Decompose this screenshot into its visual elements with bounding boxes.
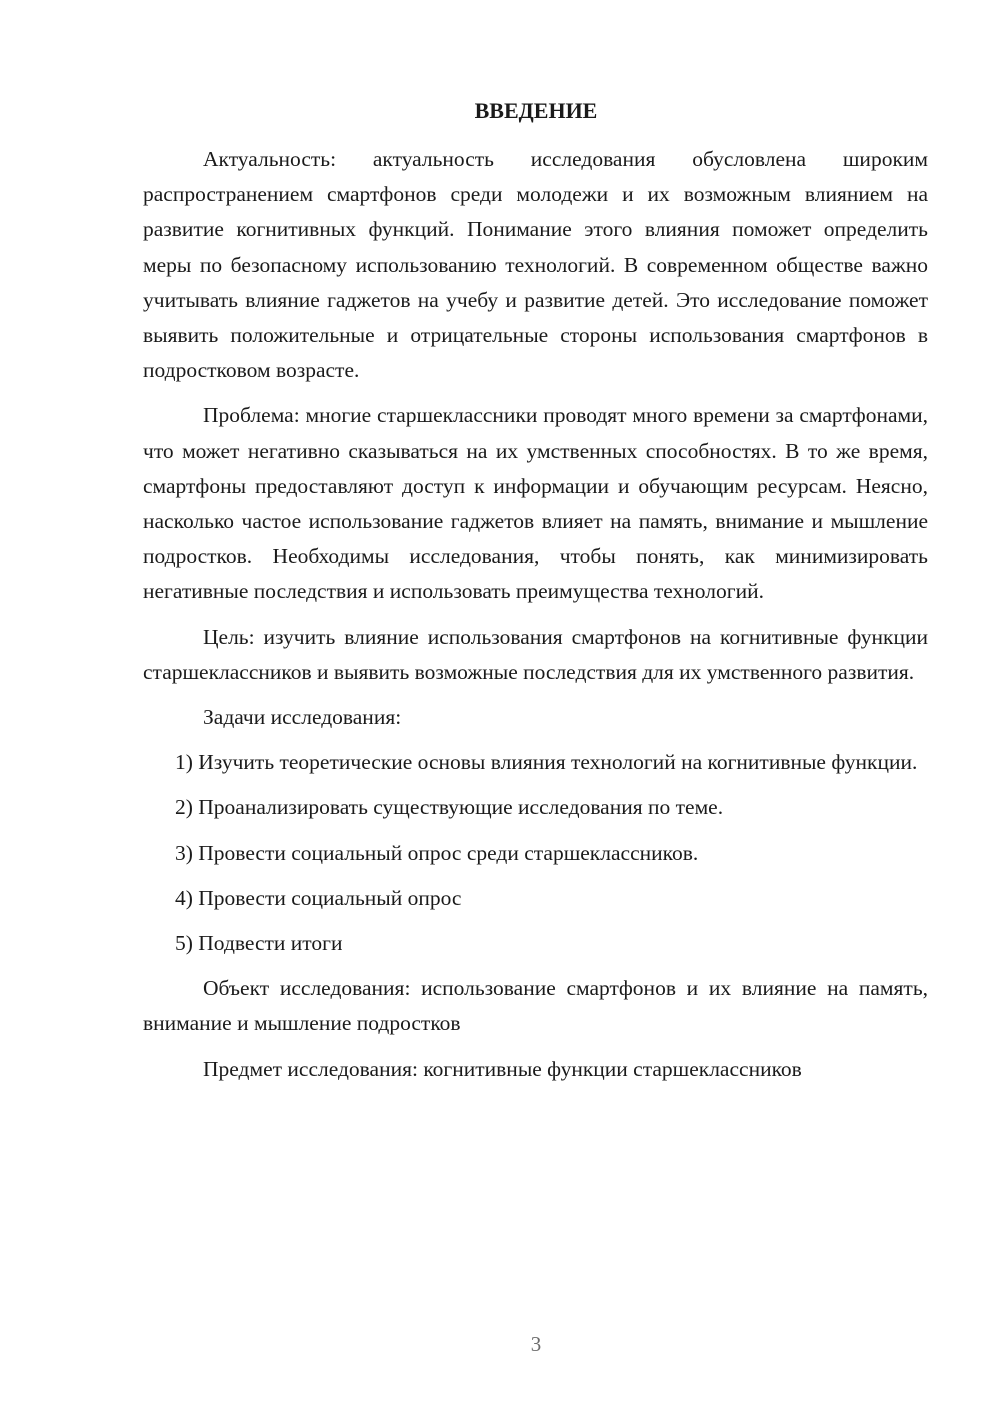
task-item-5: 5) Подвести итоги bbox=[175, 931, 343, 956]
task-item-4: 4) Провести социальный опрос bbox=[175, 885, 462, 910]
task-item-3: 3) Провести социальный опрос среди старшеклассников. bbox=[175, 840, 699, 865]
paragraph-problem: Проблема: многие старшеклассники проводят много времени за смартфонами, что может негативно сказываться на их умственных способностях. В то же время, смартфоны предоставляют доступ к информации и обучающим ресурсам. Неясно, насколько частое использование гаджетов влияет на память, внимание и мышление подростков. Необходимы исследования, чтобы понять, как минимизировать негативные последствия и использовать преимущества технологий. bbox=[143, 403, 928, 604]
paragraph-object: Объект исследования: использование смартфонов и их влияние на память, внимание и мышление подростков bbox=[143, 976, 928, 1036]
paragraph-subject: Предмет исследования: когнитивные функции старшеклассников bbox=[203, 1056, 802, 1081]
task-item-2: 2) Проанализировать существующие исследования по теме. bbox=[175, 795, 724, 820]
page-number: 3 bbox=[530, 1332, 542, 1356]
task-item-1: 1) Изучить теоретические основы влияния технологий на когнитивные функции. bbox=[175, 750, 918, 775]
tasks-heading: Задачи исследования: bbox=[203, 705, 402, 730]
page-title: ВВЕДЕНИЕ bbox=[474, 98, 598, 123]
paragraph-goal: Цель: изучить влияние использования смартфонов на когнитивные функции старшеклассников и выявить возможные последствия для их умственного развития. bbox=[143, 624, 928, 684]
body-text bbox=[143, 142, 928, 1097]
paragraph-relevance: Актуальность: актуальность исследования обусловлена широким распространением смартфонов среди молодежи и их возможным влиянием на развитие когнитивных функций. Понимание этого влияния поможет определить меры по безопасному использованию технологий. В современном обществе важно учитывать влияние гаджетов на учебу и развитие детей. Это исследование поможет выявить положительные и отрицательные стороны использования смартфонов в подростковом возрасте. bbox=[143, 147, 928, 383]
